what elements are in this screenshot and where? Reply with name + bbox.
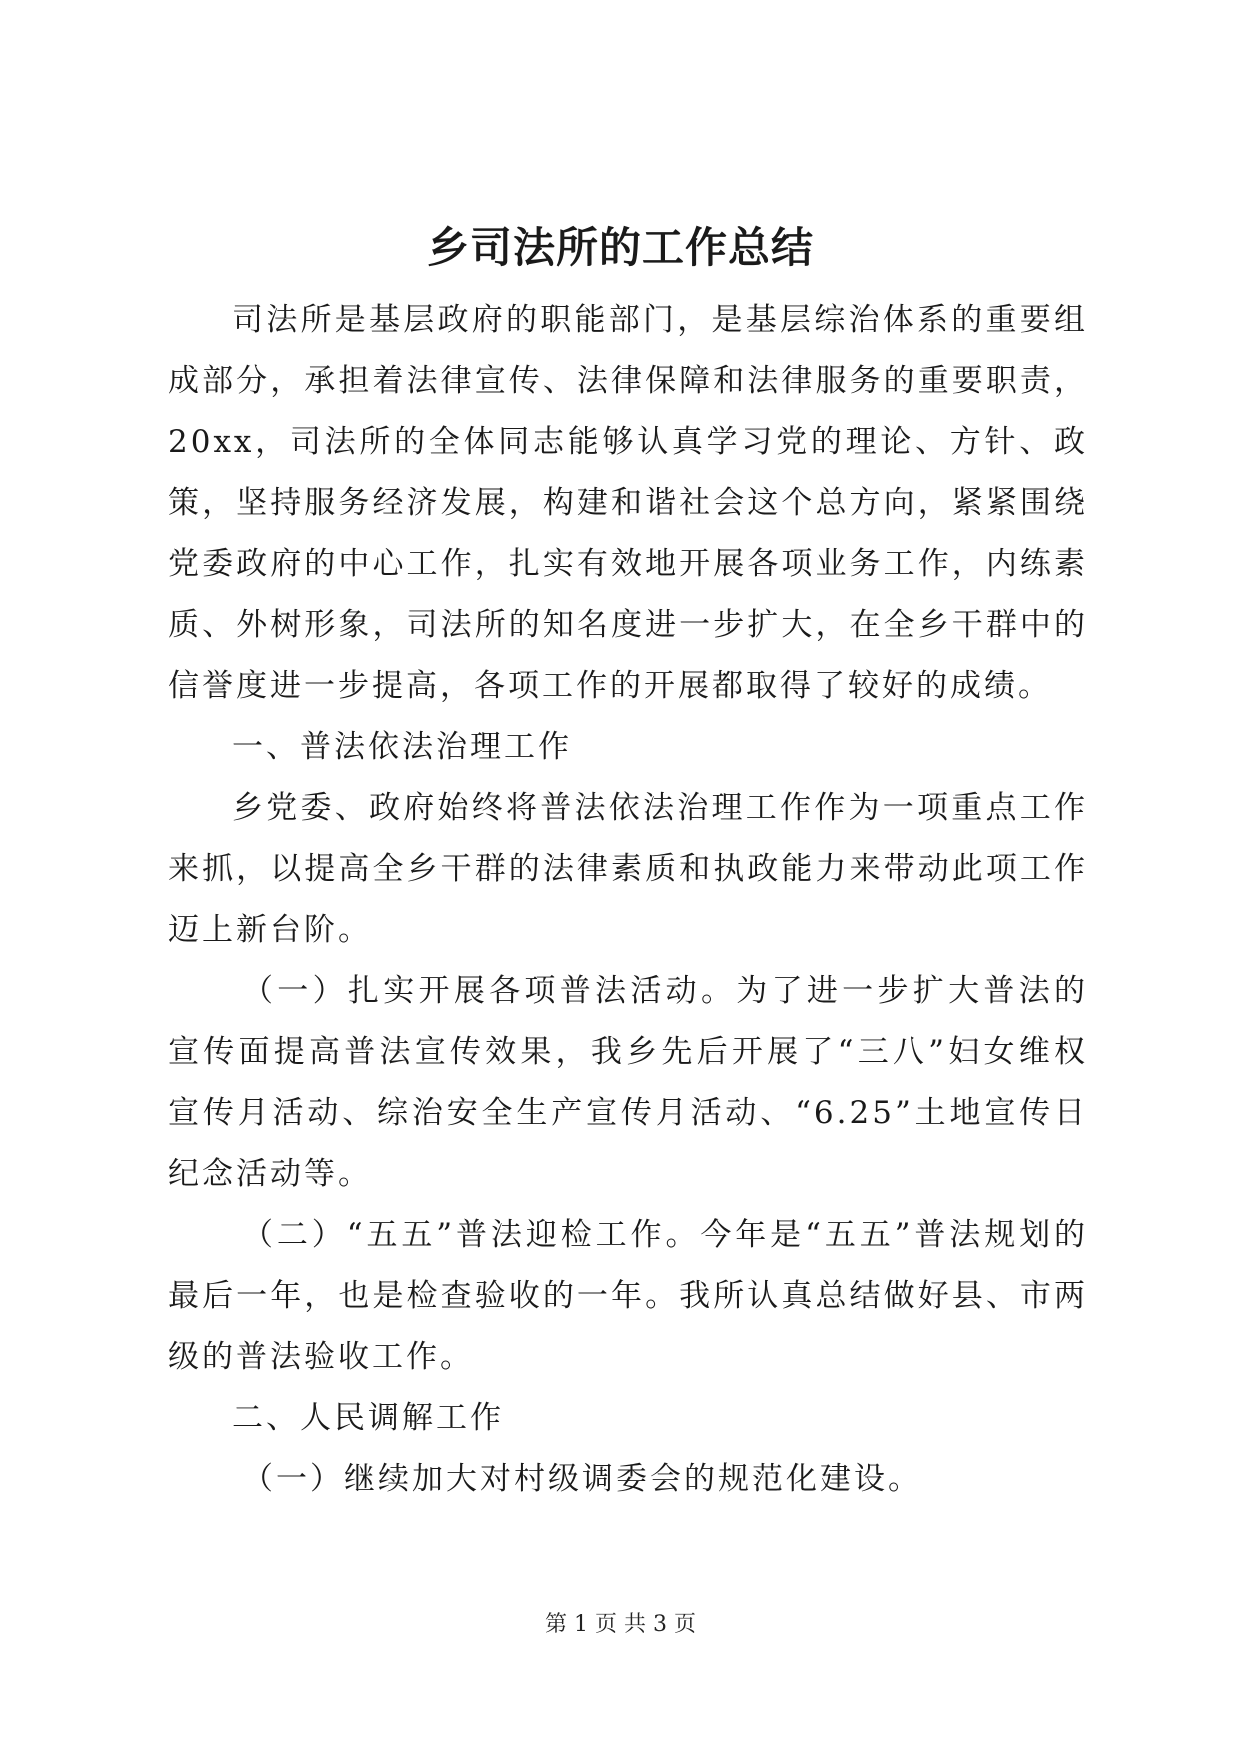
section-heading-2: 二、人民调解工作 bbox=[232, 1400, 504, 1436]
intro-paragraph: 司法所是基层政府的职能部门，是基层综治体系的重要组成部分，承担着法律宣传、法律保障和法律服务的重要职责，20xx，司法所的全体同志能够认真学习党的理论、方针、政策，坚持服务经济发展，构建和谐社会这个总方向，紧紧围绕党委政府的中心工作，扎实有效地开展各项业务工作，内练素质、外树形象，司法所的知名度进一步扩大，在全乡干群中的信誉度进一步提高，各项工作的开展都取得了较好的成绩。 bbox=[168, 302, 1088, 704]
section-1-paragraph: 乡党委、政府始终将普法依法治理工作作为一项重点工作来抓，以提高全乡干群的法律素质和执政能力来带动此项工作迈上新台阶。 bbox=[168, 790, 1088, 948]
document-title: 乡司法所的工作总结 bbox=[426, 223, 814, 272]
subsection-1-1-paragraph: （一）扎实开展各项普法活动。为了进一步扩大普法的宣传面提高普法宣传效果，我乡先后开展了“三八”妇女维权宣传月活动、综治安全生产宣传月活动、“6.25”土地宣传日纪念活动等。 bbox=[168, 973, 1088, 1192]
subsection-1-2-paragraph: （二）“五五”普法迎检工作。今年是“五五”普法规划的最后一年，也是检查验收的一年。我所认真总结做好县、市两级的普法验收工作。 bbox=[168, 1217, 1088, 1375]
section-heading-1: 一、普法依法治理工作 bbox=[232, 729, 572, 765]
document-body bbox=[168, 290, 1088, 1510]
page-footer: 第 1 页 共 3 页 bbox=[545, 1612, 696, 1637]
subsection-2-1-paragraph: （一）继续加大对村级调委会的规范化建设。 bbox=[242, 1461, 922, 1497]
